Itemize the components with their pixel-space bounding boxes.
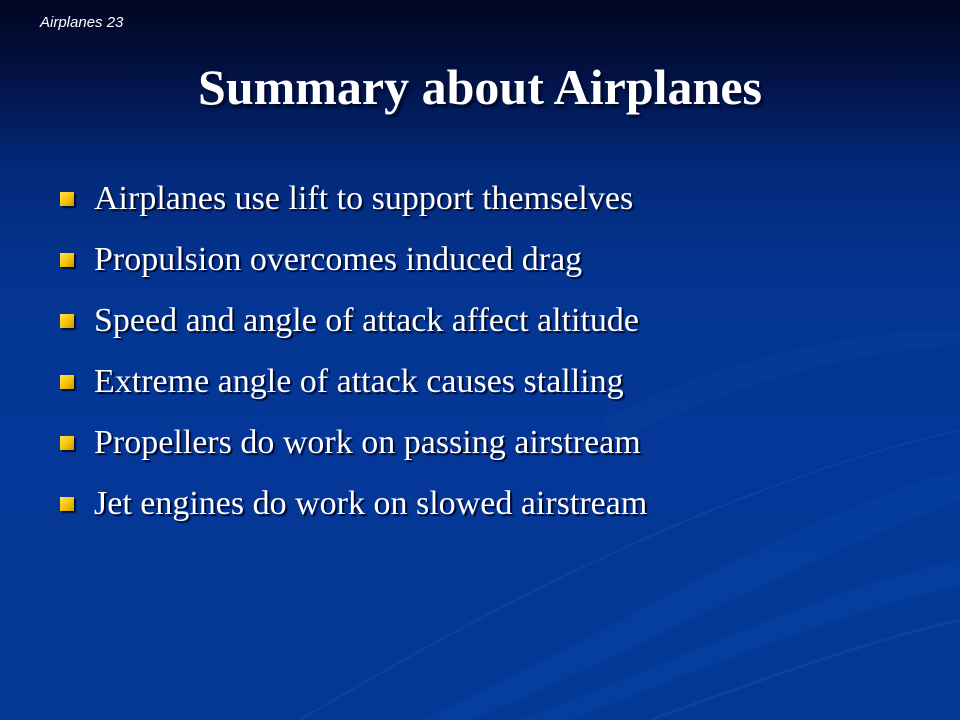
square-bullet-icon bbox=[60, 375, 74, 389]
square-bullet-icon bbox=[60, 253, 74, 267]
bullet-list bbox=[60, 176, 647, 542]
square-bullet-icon bbox=[60, 436, 74, 450]
bullet-item bbox=[60, 176, 647, 237]
bullet-item bbox=[60, 420, 647, 481]
bullet-text: Airplanes use lift to support themselves bbox=[94, 180, 634, 217]
bullet-item bbox=[60, 359, 647, 420]
slide-title: Summary about Airplanes bbox=[198, 59, 762, 115]
square-bullet-icon bbox=[60, 314, 74, 328]
square-bullet-icon bbox=[60, 497, 74, 511]
square-bullet-icon bbox=[60, 192, 74, 206]
slide-header-label: Airplanes 23 bbox=[40, 14, 124, 31]
bullet-text: Propulsion overcomes induced drag bbox=[94, 241, 583, 278]
bullet-item bbox=[60, 237, 647, 298]
bullet-text: Propellers do work on passing airstream bbox=[94, 424, 641, 461]
bullet-item bbox=[60, 481, 647, 542]
bullet-text: Extreme angle of attack causes stalling bbox=[94, 363, 624, 400]
bullet-item bbox=[60, 298, 647, 359]
bullet-text: Jet engines do work on slowed airstream bbox=[94, 485, 648, 522]
bullet-text: Speed and angle of attack affect altitude bbox=[94, 302, 640, 339]
